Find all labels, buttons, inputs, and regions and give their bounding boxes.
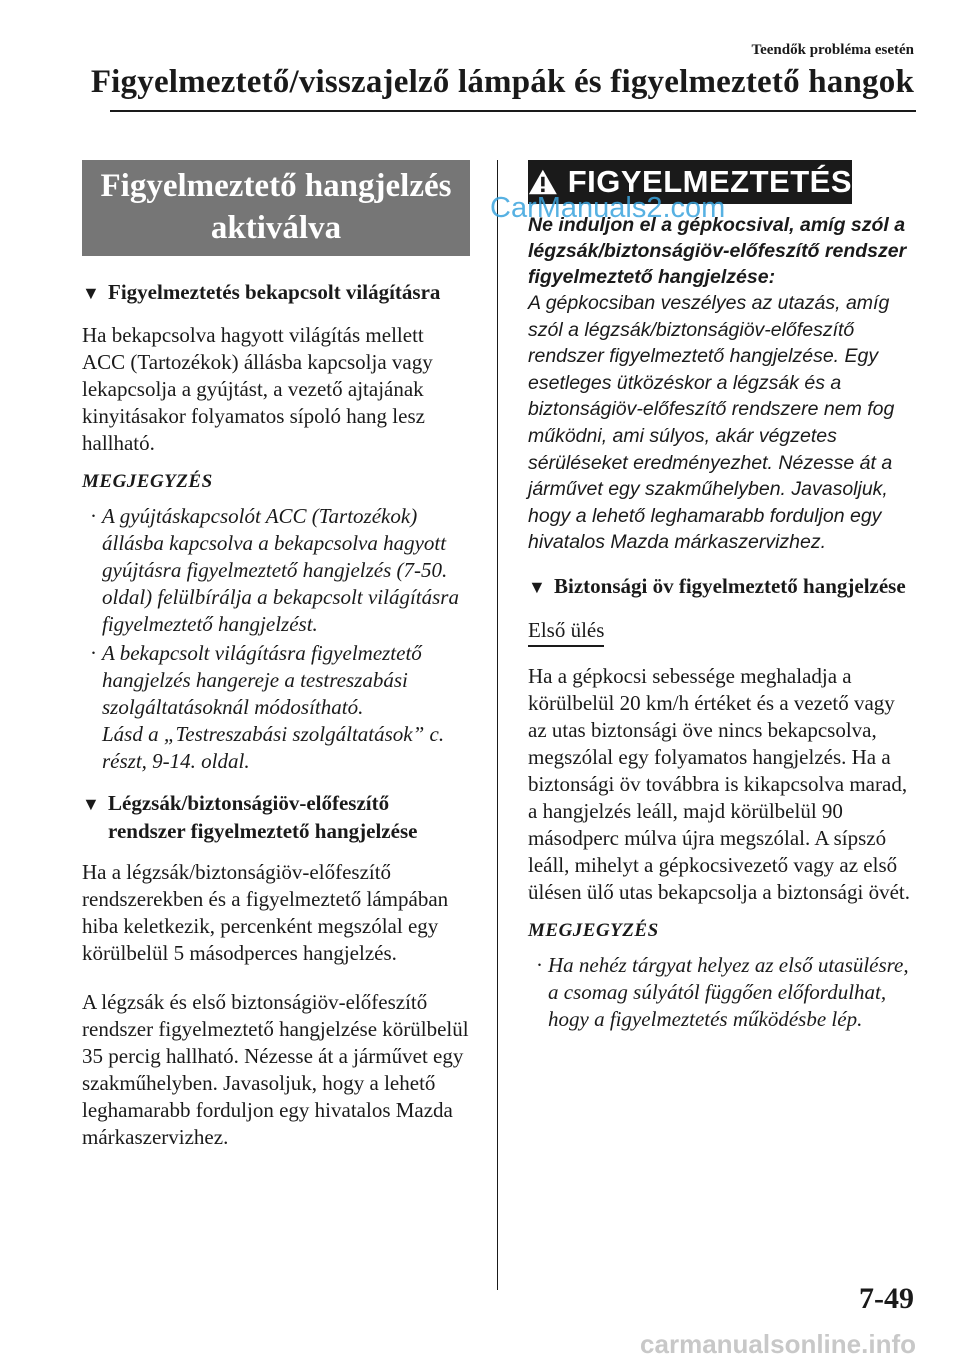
triangle-down-icon: ▼ [82, 283, 100, 303]
subheading-text: Biztonsági öv figyelmeztető hangjelzése [554, 573, 906, 598]
subheading-airbag-warning [82, 789, 470, 845]
paragraph-airbag-1: Ha a légzsák/biztonságiöv-előfeszítő rendszerekben és a figyelmeztető lámpában hiba keletkezik, percenként megszólal egy körülbelül 5 másodperces hangjelzés. [82, 860, 449, 965]
bullet-icon: · [536, 952, 543, 977]
warning-label: FIGYELMEZTETÉS [567, 164, 852, 199]
column-separator [497, 160, 498, 1290]
subheading-text: Légzsák/biztonságiöv-előfeszítő rendszer figyelmeztető hangjelzése [108, 791, 418, 843]
subheading-lights-warning [82, 278, 470, 308]
warning-bold-text: Ne induljon el a gépkocsival, amíg szól a légzsák/biztonságiöv-előfeszítő rendszer figyelmeztető hangjelzése: [528, 214, 907, 288]
warning-text: A gépkocsiban veszélyes az utazás, amíg szól a légzsák/biztonságiöv-előfeszítő rendszer figyelmeztető hangjelzése. Egy esetleges ütközéskor a légzsák és a biztonságiöv-előfeszítő rendszere nem fog működni, ami súlyos, akár végzetes sérüléseket eredményezhet. Nézesse át a járművet egy szakműhelyben. Javasoljuk, hogy a lehető leghamarabb forduljon egy hivatalos Mazda márkaszervizhez. [528, 292, 895, 554]
paragraph-airbag-2: A légzsák és első biztonságiöv-előfeszítő rendszer figyelmeztető hangjelzése körülbelül 35 percig hallható. Nézesse át a járművet egy szakműhelyben. Javasoljuk, hogy a lehető leghamarabb forduljon egy hivatalos Mazda márkaszervizhez. [82, 990, 469, 1149]
footer-url: carmanualsonline.info [640, 1329, 916, 1359]
running-header-section: Teendők probléma esetén [751, 42, 914, 58]
note-item: · Ha nehéz tárgyat helyez az első utasülésre, a csomag súlyától függően előfordulhat, hogy a figyelmeztetés működésbe lép. [536, 952, 909, 1031]
front-seat-subheading: Első ülés [528, 618, 604, 647]
paragraph-seatbelt: Ha a gépkocsi sebessége meghaladja a körülbelül 20 km/h értéket és a vezető vagy az utas biztonsági öve nincs bekapcsolva, megszólal egy folyamatos hangjelzés. Ha a biztonsági öv továbbra is kikapcsolva marad, a hangjelzés leáll, majd körülbelül 90 másodperc múlva újra megszólal. A sípszó leáll, mihelyt a gépkocsivezető vagy az első ülésen ülő utas bekapcsolja a biztonsági övét. [528, 663, 910, 904]
note-item: · A bekapcsolt világításra figyelmeztető hangjelzés hangereje a testreszabási szolgáltatásoknál módosítható. Lásd a „Testreszabási szolgáltatások” c. részt, 9-14. oldal. [90, 641, 445, 773]
note-label: MEGJEGYZÉS [82, 471, 213, 492]
bullet-icon: · [90, 504, 97, 528]
header-rule [110, 110, 916, 112]
left-column [82, 160, 470, 1165]
right-column [528, 160, 910, 1047]
triangle-down-icon: ▼ [82, 794, 100, 814]
subheading-seatbelt-warning [528, 572, 910, 602]
paragraph-lights: Ha bekapcsolva hagyott világítás mellett ACC (Tartozékok) állásba kapcsolja vagy lekapcsolja a gyújtást, a vezető ajtajának kinyitásakor folyamatos sípoló hang lesz hallható. [82, 323, 433, 455]
note-list [82, 503, 470, 775]
note-label: MEGJEGYZÉS [528, 919, 659, 941]
triangle-down-icon: ▼ [528, 576, 546, 597]
note-list [528, 952, 910, 1033]
section-title-box: Figyelmeztető hangjelzés aktiválva [82, 160, 470, 256]
page-number: 7-49 [859, 1282, 914, 1315]
bullet-icon: · [90, 641, 97, 665]
running-header-title: Figyelmeztető/visszajelző lámpák és figyelmeztető hangok [90, 64, 914, 100]
subheading-text: Figyelmeztetés bekapcsolt világításra [108, 280, 441, 304]
watermark: CarManuals2.com [490, 192, 726, 224]
note-item: · A gyújtáskapcsolót ACC (Tartozékok) állásba kapcsolva a bekapcsolva hagyott gyújtásra figyelmeztető hangjelzés (7-50. oldal) felülbírálja a bekapcsolt világításra figyelmeztető hangjelzést. [90, 504, 459, 636]
